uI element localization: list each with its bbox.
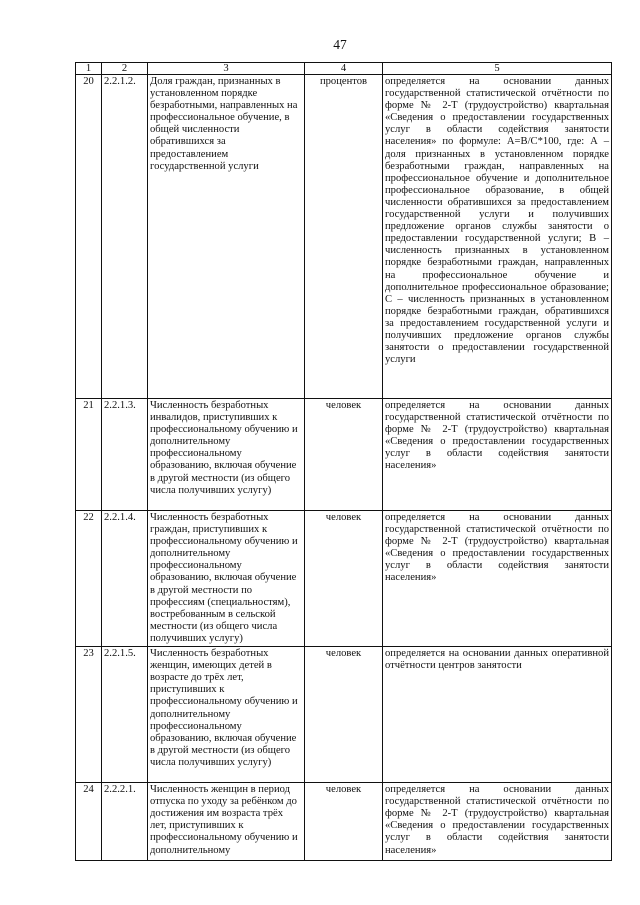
row-number: 22	[76, 511, 102, 647]
table-row	[76, 399, 612, 511]
indicators-table	[75, 62, 612, 861]
calculation-method: определяется на основании данных оперативной отчётности центров занятости	[383, 647, 612, 783]
header-col-4: 4	[305, 63, 383, 75]
table-header-row	[76, 63, 612, 75]
calculation-method: определяется на основании данных государственной статистической отчётности по форме № 2-Т (трудоустройство) квартальная «Сведения о предоставлении государственных услуг в области содействия занятости населения»	[383, 399, 612, 511]
page-number: 47	[333, 37, 347, 52]
row-code: 2.2.1.2.	[102, 75, 148, 399]
row-number: 21	[76, 399, 102, 511]
row-code: 2.2.1.3.	[102, 399, 148, 511]
indicator-name: Численность безработных граждан, приступивших к профессиональному обучению и дополнительному профессиональному образованию, включая обучение в другой местности по профессиям (специальностям), востребованным в сельской местности (из общего числа получивших услугу)	[148, 511, 305, 647]
unit-of-measure: человек	[305, 399, 383, 511]
row-number: 24	[76, 783, 102, 861]
table-row	[76, 511, 612, 647]
header-col-2: 2	[102, 63, 148, 75]
table-row	[76, 75, 612, 399]
unit-of-measure: человек	[305, 511, 383, 647]
row-code: 2.2.1.4.	[102, 511, 148, 647]
indicator-name: Численность женщин в период отпуска по уходу за ребёнком до достижения им возраста трёх лет, приступивших к профессиональному обучению и дополнительному	[148, 783, 305, 861]
indicator-name: Численность безработных инвалидов, приступивших к профессиональному обучению и дополнительному профессиональному образованию, включая обучение в другой местности (из общего числа получивших услугу)	[148, 399, 305, 511]
header-col-5: 5	[383, 63, 612, 75]
unit-of-measure: человек	[305, 647, 383, 783]
row-code: 2.2.2.1.	[102, 783, 148, 861]
row-number: 23	[76, 647, 102, 783]
calculation-method: определяется на основании данных государственной статистической отчётности по форме № 2-Т (трудоустройство) квартальная «Сведения о предоставлении государственных услуг в области содействия занятости населения»	[383, 783, 612, 861]
indicator-name: Численность безработных женщин, имеющих детей в возрасте до трёх лет, приступивших к профессиональному обучению и дополнительному профессиональному образованию, включая обучение в другой местности (из общего числа получивших услугу)	[148, 647, 305, 783]
header-col-1: 1	[76, 63, 102, 75]
unit-of-measure: процентов	[305, 75, 383, 399]
calculation-method: определяется на основании данных государственной статистической отчётности по форме № 2-Т (трудоустройство) квартальная «Сведения о предоставлении государственных услуг в области содействия занятости населения» по формуле: A=B/C*100, где: А – доля признанных в установленном порядке безработными граждан, направленных на профессиональное обучение и дополнительное профессиональное образование, в общей численности обратившихся за предоставлением государственной услуги и получивших предложение органов службы занятости о предоставлении государственной услуги; В – численность признанных в установленном порядке безработными граждан, направленных на профессиональное обучение и дополнительное профессиональное образование; С – численность признанных в установленном порядке безработными граждан, обратившихся за предоставлением государственной услуги и получивших предложение органов службы занятости о предоставлении государственной услуги	[383, 75, 612, 399]
unit-of-measure: человек	[305, 783, 383, 861]
header-col-3: 3	[148, 63, 305, 75]
table-row	[76, 647, 612, 783]
row-number: 20	[76, 75, 102, 399]
table-row	[76, 783, 612, 861]
row-code: 2.2.1.5.	[102, 647, 148, 783]
calculation-method: определяется на основании данных государственной статистической отчётности по форме № 2-Т (трудоустройство) квартальная «Сведения о предоставлении государственных услуг в области содействия занятости населения»	[383, 511, 612, 647]
indicator-name: Доля граждан, признанных в установленном порядке безработными, направленных на профессиональное обучение, в общей численности обратившихся за предоставлением государственной услуги	[148, 75, 305, 399]
